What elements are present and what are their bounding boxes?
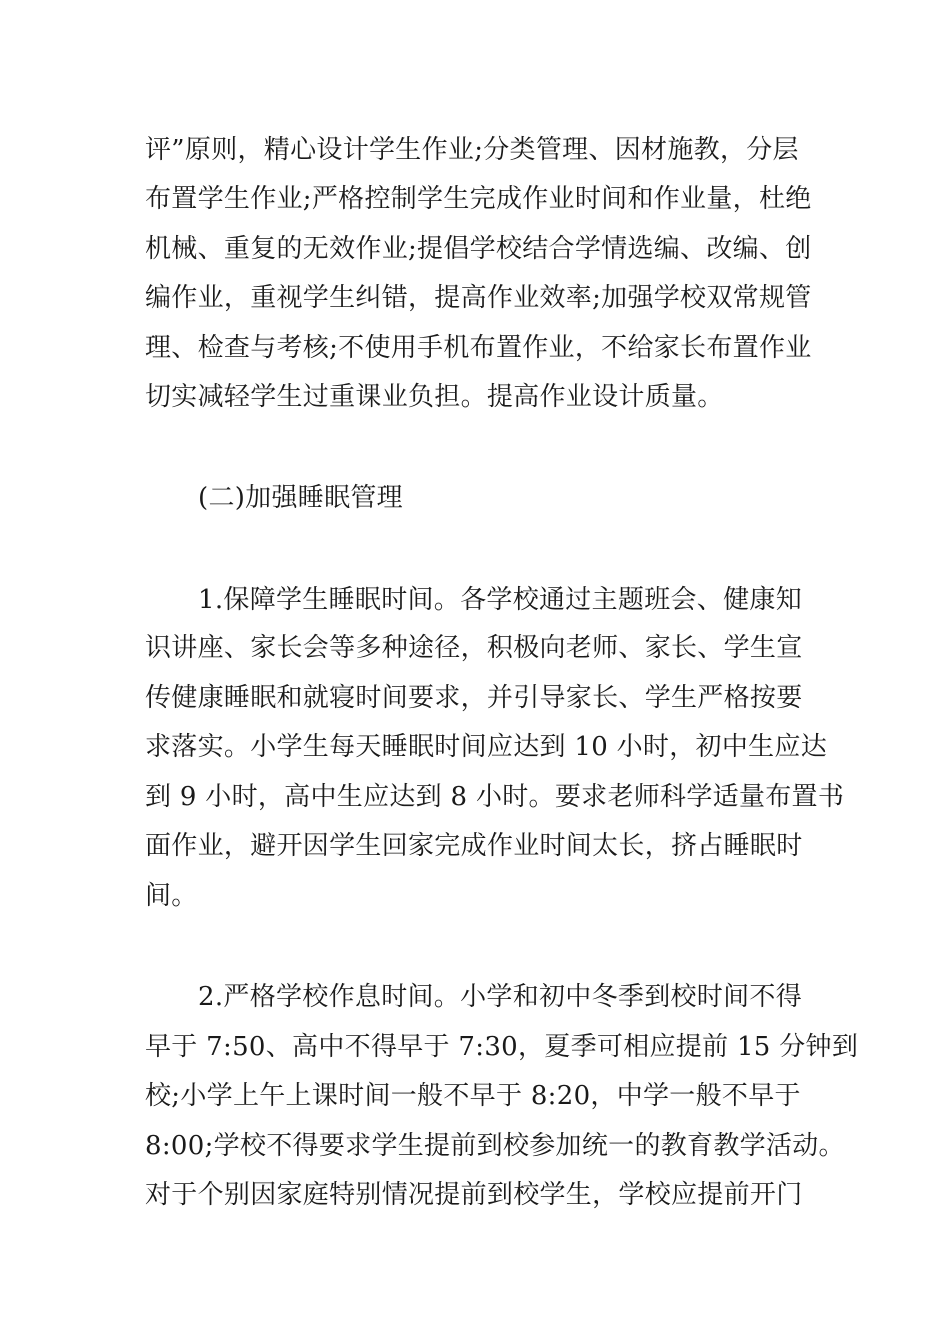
body-text-line: 机械、重复的无效作业;提倡学校结合学情选编、改编、创 (145, 234, 812, 264)
body-text-line: 对于个别因家庭特别情况提前到校学生，学校应提前开门 (145, 1180, 803, 1210)
body-text-line: 面作业，避开因学生回家完成作业时间太长，挤占睡眠时 (145, 831, 803, 861)
body-text-line: 切实减轻学生过重课业负担。提高作业设计质量。 (145, 382, 724, 412)
body-text-line: 求落实。小学生每天睡眠时间应达到 10 小时，初中生应达 (145, 732, 828, 762)
body-text-line: 早于 7:50、高中不得早于 7:30，夏季可相应提前 15 分钟到 (145, 1032, 859, 1062)
body-text-line: 8:00;学校不得要求学生提前到校参加统一的教育教学活动。 (145, 1131, 845, 1161)
body-text-line: 布置学生作业;严格控制学生完成作业时间和作业量，杜绝 (145, 184, 812, 214)
body-text-line: 2.严格学校作息时间。小学和初中冬季到校时间不得 (198, 982, 803, 1012)
body-text-line: 评”原则，精心设计学生作业;分类管理、因材施教，分层 (145, 135, 799, 165)
body-text-line: 校;小学上午上课时间一般不早于 8:20，中学一般不早于 (145, 1081, 801, 1111)
body-text-line: 理、检查与考核;不使用手机布置作业，不给家长布置作业 (145, 333, 812, 363)
body-text-line: 编作业，重视学生纠错，提高作业效率;加强学校双常规管 (145, 283, 812, 313)
body-text-line: 1.保障学生睡眠时间。各学校通过主题班会、健康知 (198, 585, 803, 615)
section-heading: (二)加强睡眠管理 (198, 483, 403, 513)
body-text-line: 传健康睡眠和就寝时间要求，并引导家长、学生严格按要 (145, 683, 803, 713)
body-text-line: 间。 (145, 881, 198, 911)
body-text-line: 到 9 小时，高中生应达到 8 小时。要求老师科学适量布置书 (145, 782, 845, 812)
body-text-line: 识讲座、家长会等多种途径，积极向老师、家长、学生宣 (145, 633, 803, 663)
